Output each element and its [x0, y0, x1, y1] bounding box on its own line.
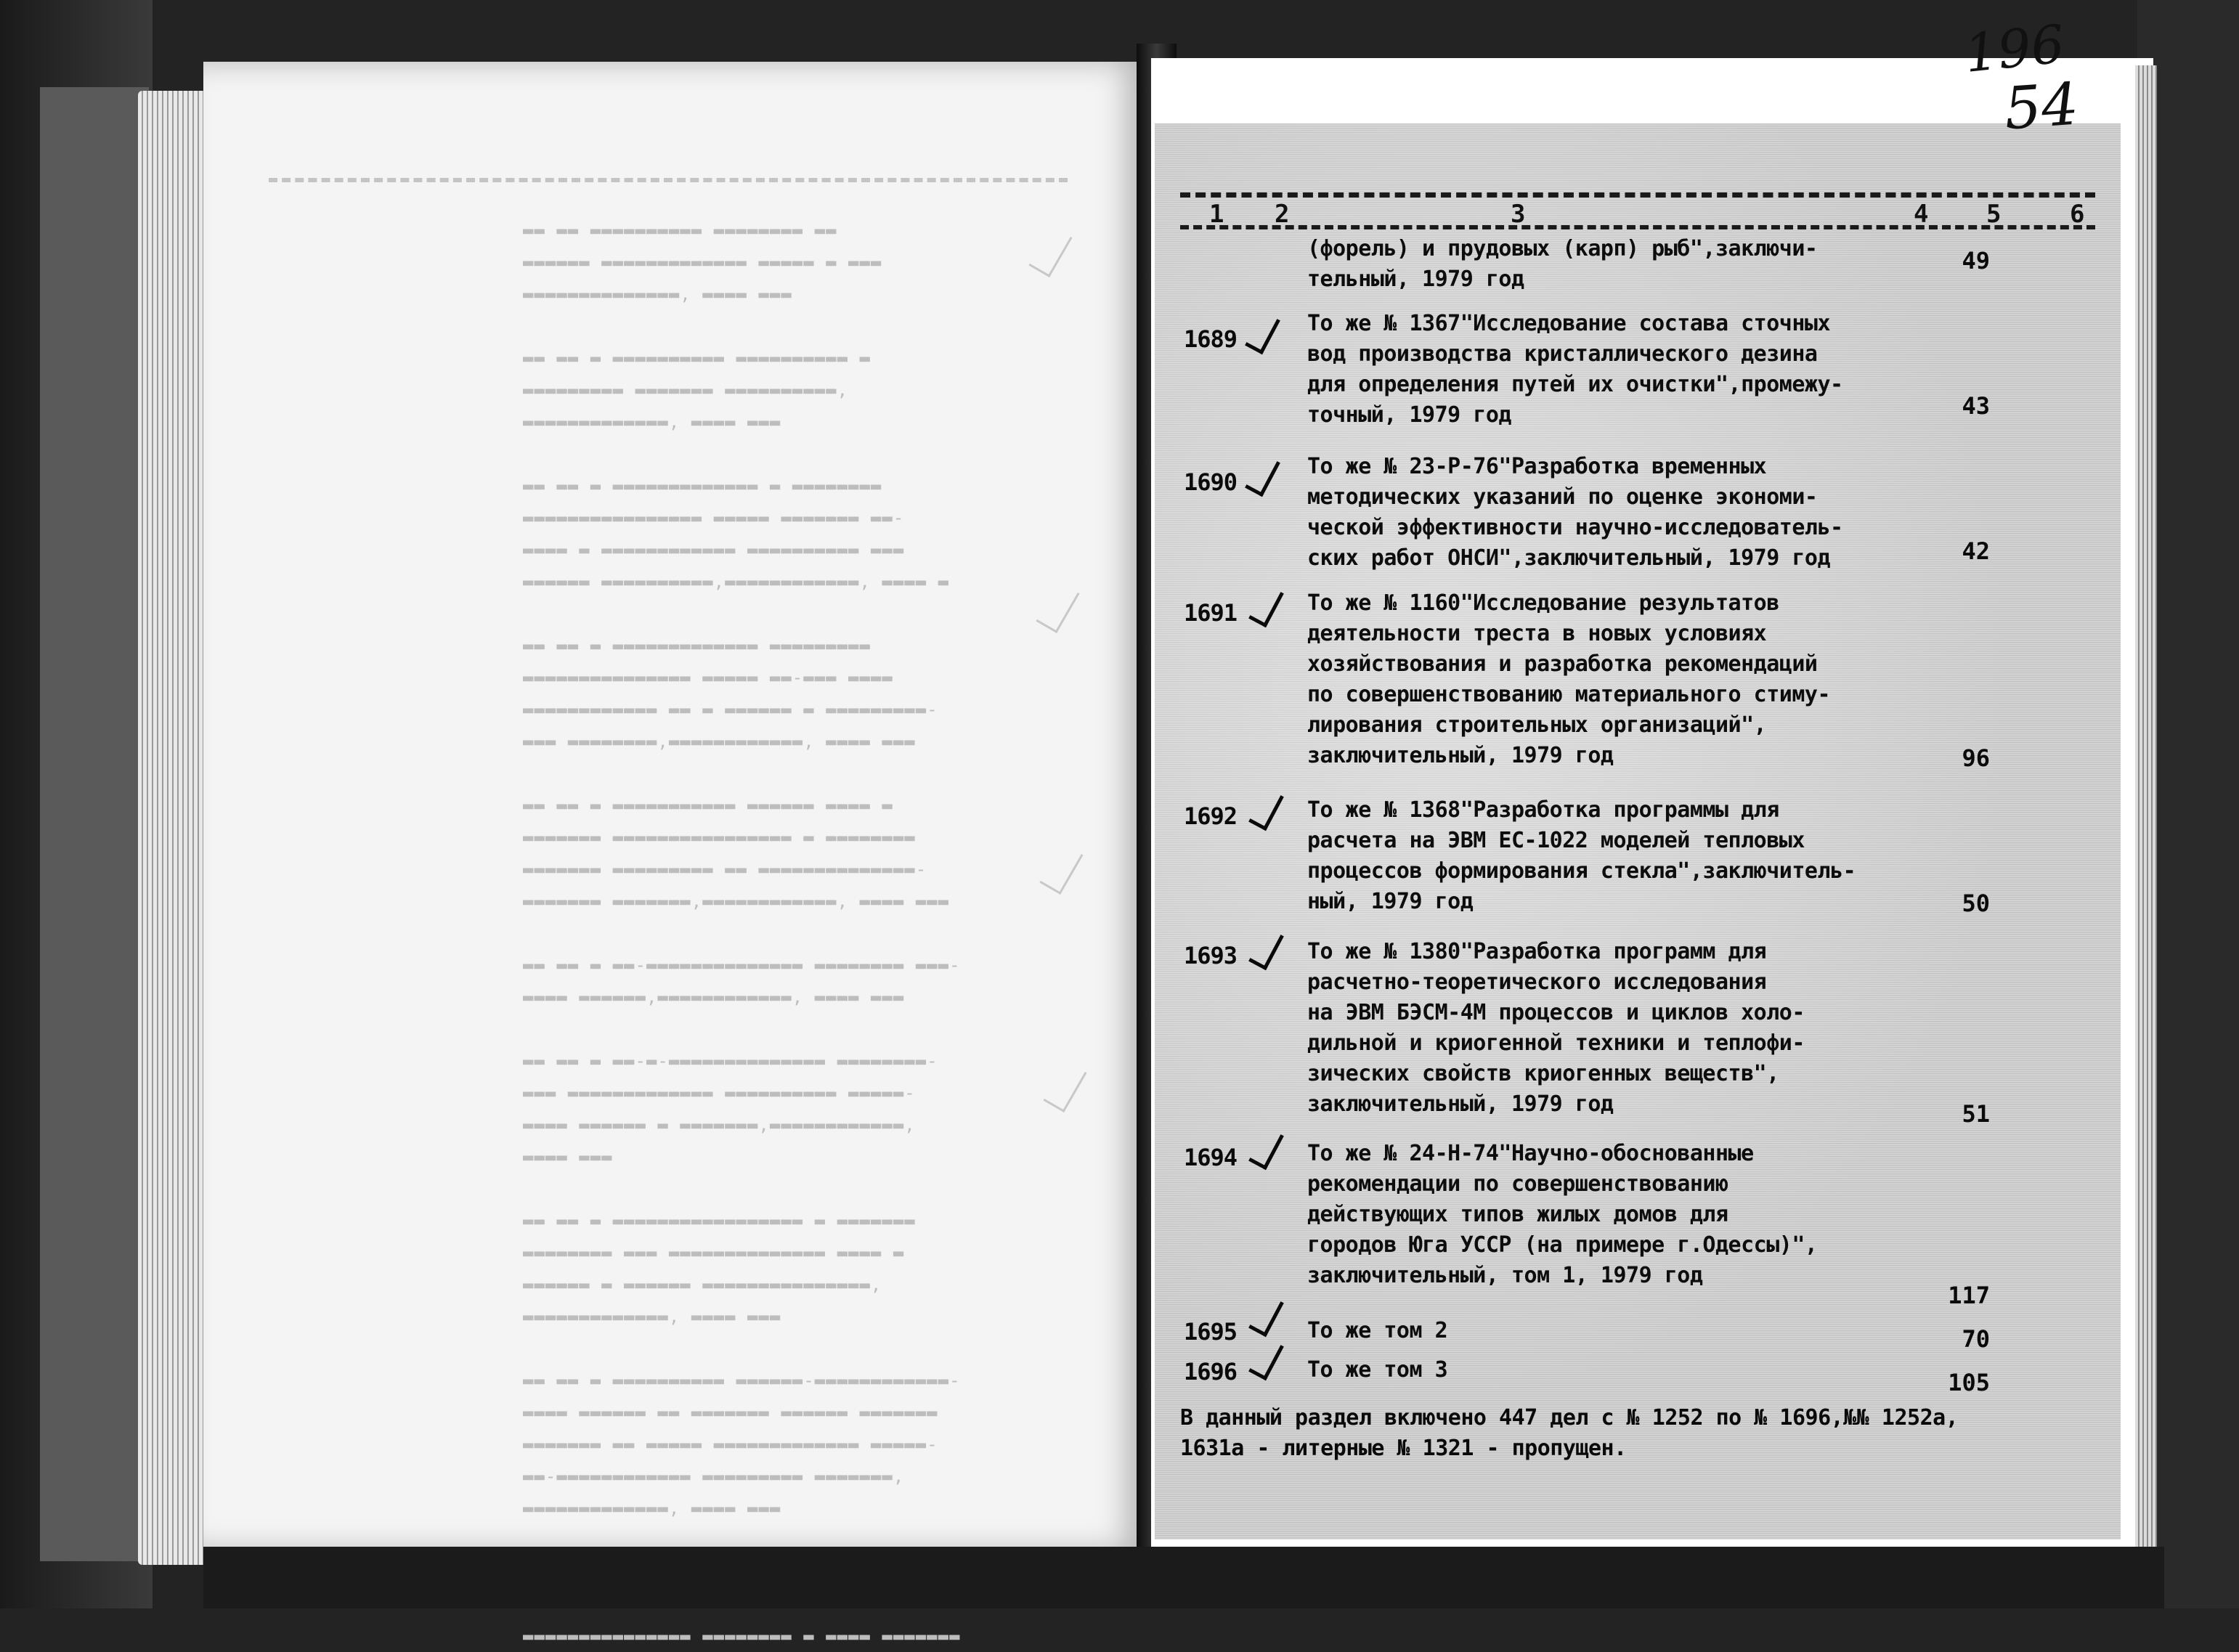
entry-number: 1695 [1184, 1318, 1238, 1346]
header-dash-line [1180, 192, 2095, 198]
entry-number: 1694 [1184, 1144, 1238, 1171]
entry-pages: 50 [1962, 890, 1990, 917]
entry-number: 1690 [1184, 468, 1238, 496]
folio-number-second: 54 [2002, 70, 2081, 143]
entry-text: То же том 3 [1307, 1357, 1448, 1383]
entry-text: То же № 1367"Исследование состава сточных вод производства кристаллического дезина для определения путей их очистки",промежу- точный, 1979 год [1307, 311, 1843, 428]
ghost-check-mark [1028, 226, 1072, 277]
entry-text: (форель) и прудовых (карп) рыб",заключи- тельный, 1979 год [1307, 236, 1818, 292]
entry-pages: 43 [1962, 392, 1990, 420]
entry-pages: 96 [1962, 744, 1990, 772]
entry-number: 1691 [1184, 599, 1238, 627]
entry-pages: 42 [1962, 537, 1990, 565]
entry-pages: 117 [1948, 1282, 1990, 1309]
ghost-check-mark [1039, 843, 1083, 895]
ghost-text-block: ▬▬ ▬▬ ▬▬▬▬▬▬▬▬▬▬ ▬▬▬▬▬▬▬▬ ▬▬ ▬▬▬▬▬▬ ▬▬▬▬▬▬▬▬▬▬▬▬▬ ▬▬▬▬▬ ▬ ▬▬▬ ▬▬▬▬▬▬▬▬▬▬▬▬▬▬, ▬▬▬▬ ▬▬▬ ▬▬ ▬▬ ▬ ▬▬▬▬▬▬▬▬▬▬ ▬▬▬▬▬▬▬▬▬▬ ▬ ▬▬▬▬▬▬▬▬▬ ▬▬▬▬▬▬▬ ▬▬▬▬▬▬▬▬▬▬, ▬▬▬▬▬▬▬▬▬▬▬▬▬, ▬▬▬▬ ▬▬▬ ▬▬ ▬▬ ▬ ▬▬▬▬▬▬▬▬▬▬▬▬▬ ▬ ▬▬▬▬▬▬▬▬ ▬▬▬▬▬▬▬▬▬▬▬▬▬▬▬▬ ▬▬▬▬▬ ▬▬▬▬▬▬▬ ▬▬- ▬▬▬▬ ▬ ▬▬▬▬▬▬▬▬▬▬▬▬ ▬▬▬▬▬▬▬▬▬▬ ▬▬▬ ▬▬▬▬▬▬ ▬▬▬▬▬▬▬▬▬▬,▬▬▬▬▬▬▬▬▬▬▬▬, ▬▬▬▬ ▬ ▬▬ ▬▬ ▬ ▬▬▬▬▬▬▬▬▬▬▬▬▬ ▬▬▬▬▬▬▬▬▬ ▬▬▬▬▬▬▬▬▬▬▬▬▬▬▬ ▬▬▬▬▬ ▬▬-▬▬▬ ▬▬▬▬ ▬▬▬▬▬▬▬▬▬▬▬▬ ▬▬ ▬ ▬▬▬▬▬▬ ▬ ▬▬▬▬▬▬▬▬▬- ▬▬▬ ▬▬▬▬▬▬▬▬,▬▬▬▬▬▬▬▬▬▬▬▬, ▬▬▬▬ ▬▬▬ ▬▬ ▬▬ ▬ ▬▬▬▬▬▬▬▬▬▬▬ ▬▬▬▬▬▬ ▬▬▬▬ ▬ ▬▬▬▬▬▬▬ ▬▬▬▬▬▬▬▬▬▬▬▬▬▬▬▬ ▬ ▬▬▬▬▬▬▬▬ ▬▬▬▬▬▬▬ ▬▬▬▬▬▬▬▬▬ ▬▬ ▬▬▬▬▬▬▬▬▬▬▬▬▬▬- ▬▬▬▬▬▬▬ ▬▬▬▬▬▬▬,▬▬▬▬▬▬▬▬▬▬▬▬, ▬▬▬▬ ▬▬▬ ▬▬ ▬▬ ▬ ▬▬-▬▬▬▬▬▬▬▬▬▬▬▬▬▬ ▬▬▬▬▬▬▬▬ ▬▬▬- ▬▬▬▬ ▬▬▬▬▬▬,▬▬▬▬▬▬▬▬▬▬▬▬, ▬▬▬▬ ▬▬▬ ▬▬ ▬▬ ▬ ▬▬-▬-▬▬▬▬▬▬▬▬▬▬▬▬▬▬ ▬▬▬▬▬▬▬▬- ▬▬▬ ▬▬▬▬▬▬▬▬▬▬▬▬▬ ▬▬▬▬▬▬▬▬▬▬ ▬▬▬▬▬- ▬▬▬▬ ▬▬▬▬▬▬ ▬ ▬▬▬▬▬▬▬,▬▬▬▬▬▬▬▬▬▬▬▬, ▬▬▬▬ ▬▬▬ ▬▬ ▬▬ ▬ ▬▬▬▬▬▬▬▬▬▬▬▬▬▬▬▬▬ ▬ ▬▬▬▬▬▬▬ ▬▬▬▬▬▬▬▬ ▬▬▬ ▬▬▬▬▬▬▬▬▬▬▬▬▬▬ ▬▬▬▬ ▬ ▬▬▬▬▬▬ ▬ ▬▬▬▬▬▬ ▬▬▬▬▬▬▬▬▬▬▬▬▬▬▬, ▬▬▬▬▬▬▬▬▬▬▬▬▬, ▬▬▬▬ ▬▬▬ ▬▬ ▬▬ ▬ ▬▬▬▬▬▬▬▬▬▬ ▬▬▬▬▬▬-▬▬▬▬▬▬▬▬▬▬▬▬- ▬▬▬▬ ▬▬▬▬▬▬ ▬▬ ▬▬▬▬▬▬▬ ▬▬▬▬▬▬ ▬▬▬▬▬▬▬ ▬▬▬▬▬▬▬ ▬▬ ▬▬▬▬▬ ▬▬▬▬▬▬▬▬▬▬▬▬▬ ▬▬▬▬▬- ▬▬-▬▬▬▬▬▬▬▬▬▬▬▬ ▬▬▬▬▬▬▬▬▬ ▬▬▬▬▬▬▬, ▬▬▬▬▬▬▬▬▬▬▬▬▬, ▬▬▬▬ ▬▬▬ ▬▬▬▬▬▬▬▬▬▬▬▬▬▬▬ ▬▬▬▬▬▬▬▬ ▬ ▬▬▬▬ ▬▬▬▬▬▬▬ [523, 220, 961, 1646]
column-header-1: 1 [1209, 200, 1224, 229]
entry-pages: 70 [1962, 1325, 1990, 1353]
entry-text: То же № 1368"Разработка программы для расчета на ЭВМ ЕС-1022 моделей тепловых процессов формирования стекла",заключитель- ный, 1979 год [1307, 797, 1856, 914]
column-header-6: 6 [2070, 200, 2085, 229]
entry-text: То же № 24-Н-74"Научно-обоснованные рекомендации по совершенствованию действующих типов жилых домов для городов Юга УССР (на примере г.Одессы)", заключительный, том 1, 1979 год [1307, 1141, 1818, 1288]
entry-number: 1696 [1184, 1358, 1238, 1386]
left-page [203, 62, 1147, 1646]
ghost-dashes [269, 178, 1068, 185]
entry-text: То же том 2 [1307, 1318, 1448, 1343]
entry-text: То же № 1380"Разработка программ для расчетно-теоретического исследования на ЭВМ БЭСМ-4М процессов и циклов холо- дильной и криогенной техники и теплофи- зических свойств криогенных веществ", заключительный, 1979 год [1307, 939, 1805, 1117]
entry-pages: 51 [1962, 1100, 1990, 1128]
section-summary: В данный раздел включено 447 дел с № 1252 по № 1696,№№ 1252а, 1631а - литерные № 1321 - пропущен. [1180, 1405, 1959, 1461]
entry-text: То же № 1160"Исследование результатов деятельности треста в новых условиях хозяйствования и разработка рекомендаций по совершенствованию материального стиму- лирования строительных организаций", заключительный, 1979 год [1307, 590, 1831, 768]
entry-pages: 49 [1962, 247, 1990, 274]
column-header-5: 5 [1986, 200, 2002, 229]
bottom-shadow [203, 1547, 2164, 1608]
folio-number-top: 196 [1961, 13, 2068, 84]
entry-number: 1692 [1184, 802, 1238, 830]
column-header-row [1180, 200, 2095, 236]
entry-number: 1689 [1184, 325, 1238, 353]
column-header-4: 4 [1914, 200, 1929, 229]
background-strip [40, 87, 149, 1561]
column-header-3: 3 [1511, 200, 1526, 229]
column-header-2: 2 [1275, 200, 1290, 229]
ghost-check-mark [1043, 1061, 1086, 1112]
ghost-check-mark [1036, 582, 1079, 633]
entry-text: То же № 23-Р-76"Разработка временных методических указаний по оценке экономи- ческой эффективности научно-исследователь- ских работ ОНСИ",заключительный, 1979 год [1307, 454, 1843, 571]
header-dash-line-lower [1180, 225, 2095, 229]
entry-number: 1693 [1184, 942, 1238, 969]
page-edges-right [2135, 65, 2157, 1561]
entry-pages: 105 [1948, 1369, 1990, 1396]
